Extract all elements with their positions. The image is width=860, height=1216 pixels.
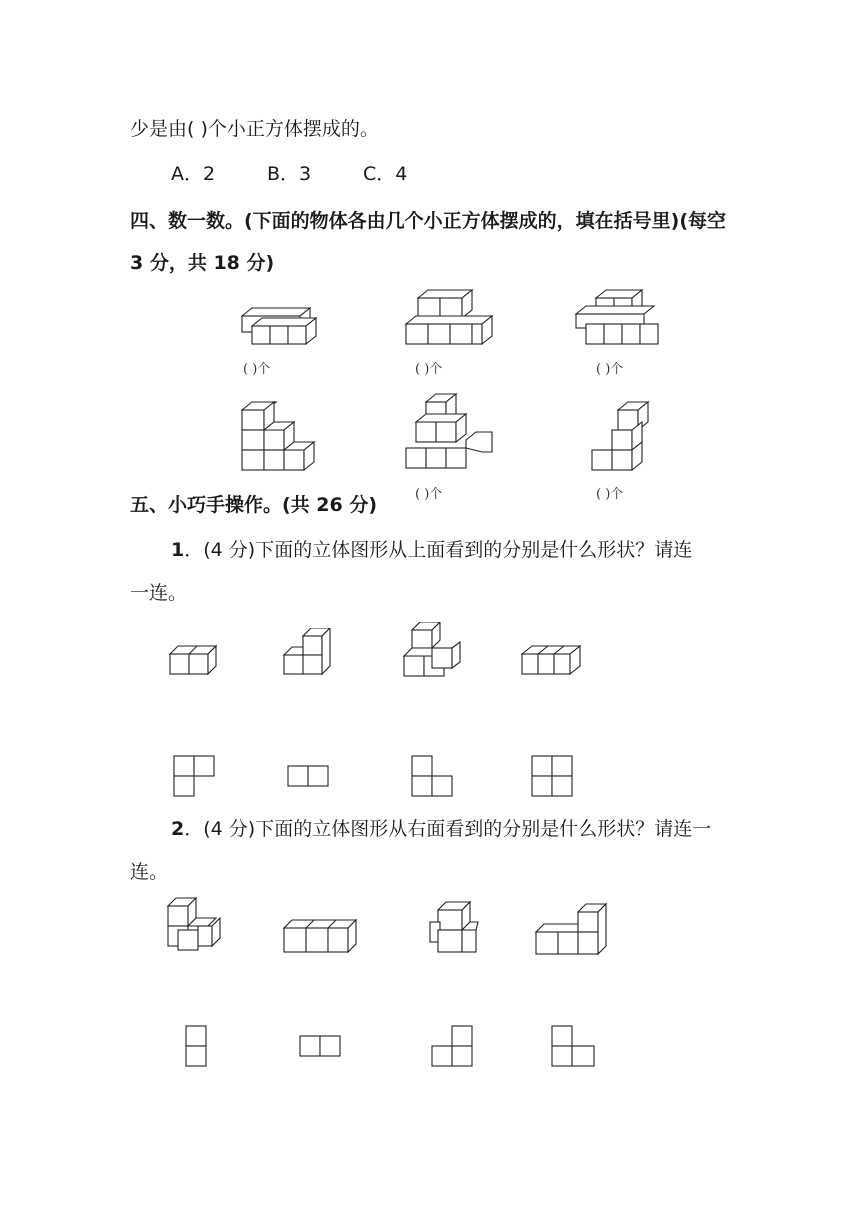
cube-figure-1 — [236, 302, 320, 346]
section-4-title-cont: 3 分，共 18 分) — [130, 252, 275, 274]
answer-blank[interactable]: ( )个 — [415, 362, 443, 377]
answer-blank[interactable]: ( )个 — [596, 362, 624, 377]
view-shape — [430, 1024, 474, 1068]
cube-figure-3 — [572, 286, 662, 348]
answer-blank[interactable]: ( )个 — [415, 487, 443, 502]
question-number: 2 — [171, 818, 185, 840]
option-a: A．2 — [171, 163, 216, 185]
question-number: 1 — [171, 539, 185, 561]
view-shape — [184, 1024, 208, 1068]
solid-shape — [168, 640, 222, 680]
section-4-title: 四、数一数。(下面的物体各由几个小正方体摆成的，填在括号里)(每空 — [130, 210, 727, 232]
solid-shape — [424, 900, 482, 956]
question-text: 少是由( )个小正方体摆成的。 — [130, 118, 379, 140]
view-shape — [172, 754, 216, 798]
view-shape — [298, 1034, 342, 1058]
view-shape — [286, 764, 330, 788]
cube-figure-2 — [404, 286, 494, 348]
question-2 — [171, 814, 711, 841]
solid-shape — [282, 628, 336, 680]
question-text: ．(4 分)下面的立体图形从右面看到的分别是什么形状？请连一 — [184, 818, 712, 840]
question-text: ．(4 分)下面的立体图形从上面看到的分别是什么形状？请连 — [184, 539, 693, 561]
answer-blank[interactable]: ( )个 — [596, 487, 624, 502]
solid-shape — [166, 896, 224, 954]
solid-shape — [534, 902, 612, 956]
question-2-cont: 连。 — [130, 861, 169, 883]
cube-figure-5 — [404, 392, 496, 474]
option-b: B．3 — [267, 163, 312, 185]
answer-blank[interactable]: ( )个 — [243, 362, 271, 377]
option-c: C．4 — [363, 163, 408, 185]
question-1-cont: 一连。 — [130, 582, 188, 604]
solid-shape — [402, 622, 464, 680]
view-shape — [530, 754, 574, 798]
solid-shape — [282, 914, 360, 956]
solid-shape — [520, 640, 584, 680]
cube-figure-4 — [238, 398, 322, 474]
question-1 — [171, 535, 692, 562]
section-5-title: 五、小巧手操作。(共 26 分) — [130, 494, 378, 516]
cube-figure-6 — [590, 398, 652, 474]
view-shape — [550, 1024, 596, 1068]
view-shape — [410, 754, 454, 798]
